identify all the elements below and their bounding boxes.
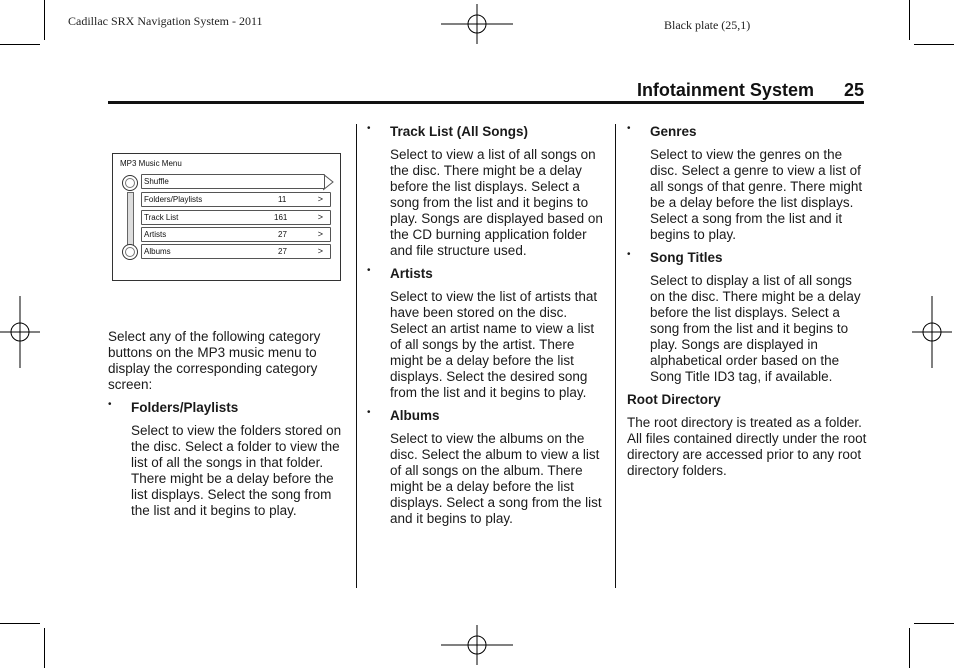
- registration-mark-right-icon: [912, 296, 952, 368]
- menu-row-label: Artists: [144, 230, 167, 239]
- crop-mark-bl-h: [0, 623, 40, 624]
- mp3-music-menu-screen: [112, 153, 341, 281]
- menu-row-folders-playlists: [141, 192, 331, 207]
- menu-row-shuffle: [141, 174, 325, 189]
- menu-row-track-list: [141, 210, 331, 225]
- column-divider-2: [615, 124, 616, 588]
- registration-mark-top-icon: [441, 4, 513, 44]
- menu-row-label: Folders/Playlists: [144, 195, 203, 204]
- menu-row-label: Albums: [144, 247, 171, 256]
- registration-mark-bottom-icon: [441, 625, 513, 665]
- book-title: Cadillac SRX Navigation System - 2011: [68, 14, 263, 28]
- genres-heading: • Genres: [650, 124, 867, 140]
- albums-text: Select to view the albums on the disc. Select the album to view a list of all songs on the album. There might be a delay before the list displays. Select a song from the list and it begins to play.: [390, 431, 602, 526]
- intro-paragraph: Select any of the following category buttons on the MP3 music menu to display the corresponding category screen:: [108, 329, 321, 392]
- section-title: Infotainment System: [636, 80, 814, 100]
- albums-heading: • Albums: [390, 408, 607, 424]
- crop-mark-bl-v: [44, 628, 45, 668]
- crop-mark-tl-h: [0, 44, 40, 45]
- crop-mark-tr-v: [909, 0, 910, 40]
- menu-row-artists: [141, 227, 331, 242]
- registration-mark-left-icon: [0, 296, 40, 368]
- menu-row-count: 161: [274, 213, 288, 222]
- chevron-right-icon: >: [317, 194, 323, 204]
- scroll-knob-top-icon: [122, 175, 138, 191]
- menu-row-label: Shuffle: [144, 177, 169, 186]
- column-divider-1: [356, 124, 357, 588]
- track-list-heading: • Track List (All Songs): [390, 124, 607, 140]
- artists-text: Select to view the list of artists that have been stored on the disc. Select an artist name to view a list of all songs by the artist. There might be a delay before the list displays. Select the desired song from the list and it begins to play.: [390, 289, 598, 400]
- crop-mark-br-h: [914, 623, 954, 624]
- chevron-right-icon: >: [317, 212, 323, 222]
- genres-text: Select to view the genres on the disc. Select a genre to view a list of all songs of that genre. There might be a delay before the list displays. Select a song from the list and it begins to play.: [650, 147, 863, 242]
- screen-title: MP3 Music Menu: [120, 159, 182, 168]
- folders-playlists-heading: • Folders/Playlists: [131, 400, 346, 416]
- menu-row-label: Track List: [144, 213, 179, 222]
- scroll-knob-bottom-icon: [122, 244, 138, 260]
- folders-playlists-text: Select to view the folders stored on the disc. Select a folder to view the list of all the songs in that folder. There might be a delay before the list displays. Select the song from the list and it begins to play.: [131, 423, 342, 518]
- section-header: [108, 80, 864, 101]
- crop-mark-tl-v: [44, 0, 45, 40]
- plate-label: Black plate (25,1): [664, 18, 751, 32]
- column-3: [627, 124, 867, 479]
- artists-heading: • Artists: [390, 266, 607, 282]
- chevron-right-icon: >: [317, 246, 323, 256]
- menu-row-count: 27: [278, 230, 287, 239]
- crop-mark-br-v: [909, 628, 910, 668]
- menu-row-albums: [141, 244, 331, 259]
- scrollbar-icon: [127, 192, 134, 250]
- column-1: [108, 329, 346, 519]
- chevron-right-icon: >: [317, 229, 323, 239]
- header-rule: [108, 101, 864, 104]
- menu-row-count: 27: [278, 247, 287, 256]
- crop-mark-tr-h: [914, 44, 954, 45]
- track-list-text: Select to view a list of all songs on the disc. There might be a delay before the list displays. Select a song from the list and it begins to play. Songs are displayed based on the CD burning application folder and file structure used.: [390, 147, 603, 258]
- song-titles-text: Select to display a list of all songs on the disc. There might be a delay before the list displays. Select a song from the list and it begins to play. Songs are displayed in alphabetical order based on the Song Title ID3 tag, if available.: [650, 273, 861, 384]
- column-2: [367, 124, 607, 527]
- menu-row-count: 11: [278, 195, 287, 204]
- page-number: 25: [843, 80, 864, 100]
- root-directory-text: The root directory is treated as a folder. All files contained directly under the root directory are accessed prior to any root directory folders.: [627, 415, 867, 478]
- song-titles-heading: • Song Titles: [650, 250, 867, 266]
- root-directory-heading: Root Directory: [627, 392, 721, 407]
- shuffle-row-pointer-icon: [323, 174, 335, 191]
